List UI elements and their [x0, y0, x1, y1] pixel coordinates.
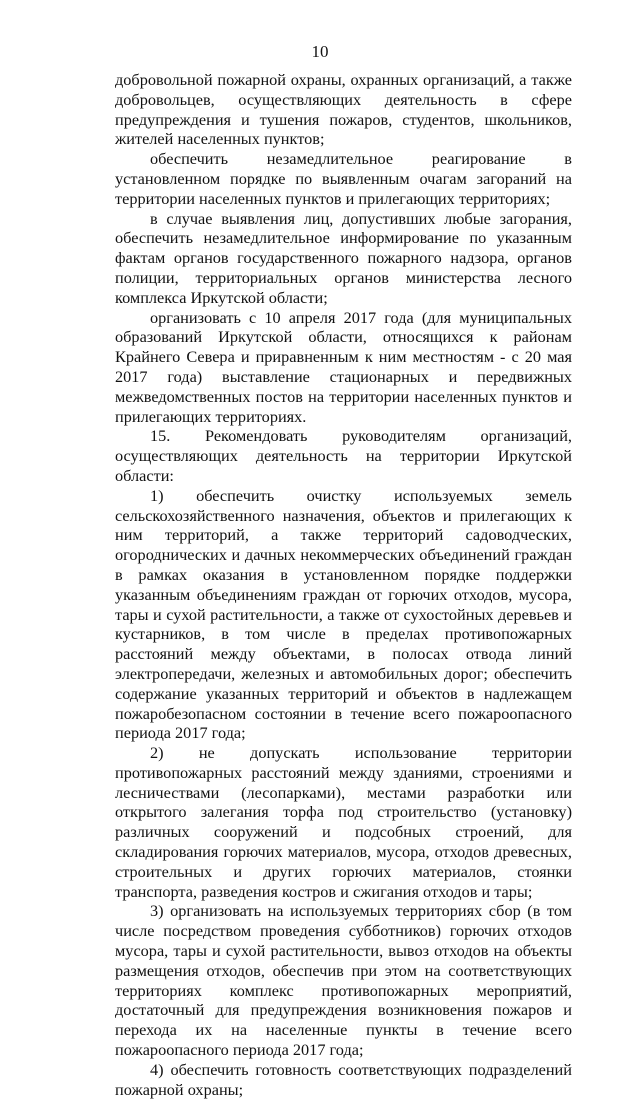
paragraph-sub-2: 2) не допускать использование территории противопожарных расстояний между зданиями, строениями и лесничествами (лесопарками), местами разработки или открытого залегания торфа под строительство (установку) различных сооружений и подсобных строений, для складирования горючих материалов, мусора, отходов древесных, строительных и других горючих материалов, стоянки транспорта, разведения костров и сжигания отходов и тары; [115, 743, 572, 901]
paragraph-sub-4: 4) обеспечить готовность соответствующих подразделений пожарной охраны; [115, 1059, 572, 1099]
paragraph-item-15: 15. Рекомендовать руководителям организаций, осуществляющих деятельность на территории Иркутской области: [115, 426, 572, 485]
document-body [115, 70, 572, 1099]
paragraph-sub-3: 3) организовать на используемых территориях сбор (в том числе посредством проведения субботников) горючих отходов мусора, тары и сухой растительности, вывоз отходов на объекты размещения отходов, обеспечив при этом на соответствующих территориях комплекс противопожарных мероприятий, достаточный для предупреждения возникновения пожаров и перехода их на населенные пункты в течение всего пожароопасного периода 2017 года; [115, 901, 572, 1060]
paragraph-posts: организовать с 10 апреля 2017 года (для муниципальных образований Иркутской области, относящихся к районам Крайнего Севера и приравненным к ним местностям - с 20 мая 2017 года) выставление стационарных и передвижных межведомственных постов на территории населенных пунктов и прилегающих территориях. [115, 307, 572, 426]
paragraph-fire-response: обеспечить незамедлительное реагирование в установленном порядке по выявленным очагам загораний на территории населенных пунктов и прилегающих территориях; [115, 149, 572, 208]
page-number: 10 [311, 42, 329, 61]
paragraph-sub-1: 1) обеспечить очистку используемых земель сельскохозяйственного назначения, объектов и прилегающих к ним территорий, а также территорий садоводческих, огороднических и дачных некоммерческих объединений граждан в рамках оказания в установленном порядке поддержки указанным объединениям граждан от горючих отходов, мусора, тары и сухой растительности, а также от сухостойных деревьев и кустарников, в том числе в пределах противопожарных расстояний между объектами, в полосах отвода линий электропередачи, железных и автомобильных дорог; обеспечить содержание указанных территорий и объектов в надлежащем пожаробезопасном состоянии в течение всего пожароопасного периода 2017 года; [115, 485, 572, 743]
paragraph-continuation: добровольной пожарной охраны, охранных организаций, а также добровольцев, осуществляющих деятельность в сфере предупреждения и тушения пожаров, студентов, школьников, жителей населенных пунктов; [115, 70, 572, 149]
paragraph-informing: в случае выявления лиц, допустивших любые загорания, обеспечить незамедлительное информирование по указанным фактам органов государственного пожарного надзора, органов полиции, территориальных органов министерства лесного комплекса Иркутской области; [115, 208, 572, 307]
